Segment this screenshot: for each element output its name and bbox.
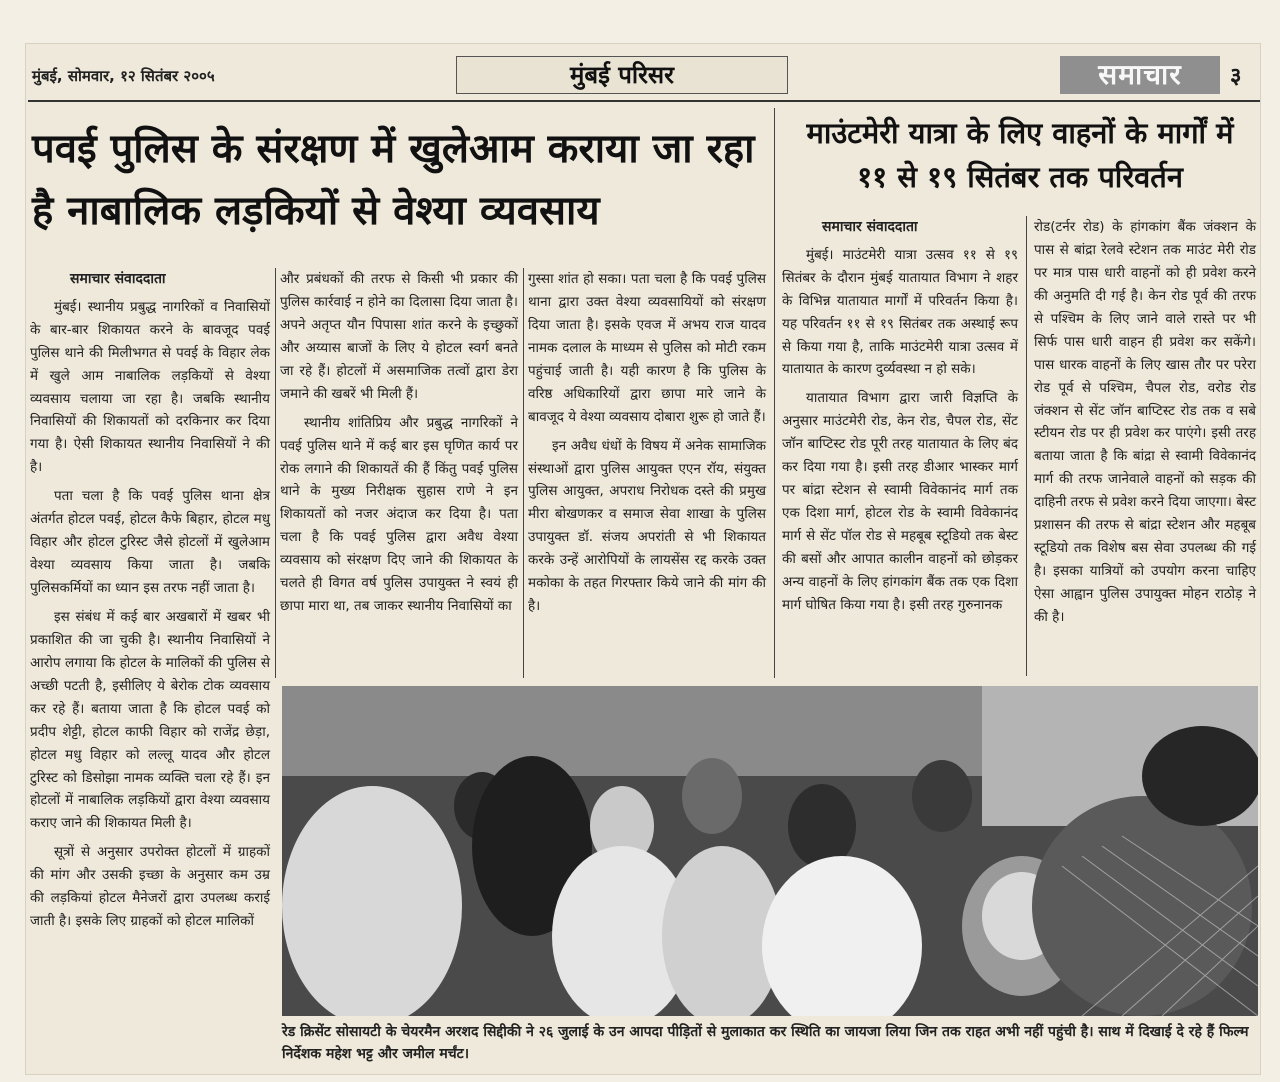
side-byline: समाचार संवाददाता: [822, 219, 918, 235]
paragraph: इस संबंध में कई बार अखबारों में खबर भी प्रकाशित की जा चुकी है। स्थानीय निवासियों ने आरोप लगाया कि होटल के मालिकों की पुलिस से अच्छी पटती है, इसीलिए ये बेरोक टोक व्यवसाय कर रहे हैं। बताया जाता है कि होटल पवई को प्रदीप शेट्टी, होटल काफी विहार को राजेंद्र छेड़ा, होटल मधु विहार को लल्लू यादव और होटल टुरिस्ट को डिसोझा नामक व्यक्ति चला रहे हैं। इन होटलों में नाबालिक लड़कियों द्वारा वेश्या व्यवसाय कराए जाने की शिकायत मिली है।: [30, 608, 270, 832]
column-divider: [275, 268, 276, 678]
column-divider: [774, 108, 775, 678]
paragraph: मुंबई। माउंटमेरी यात्रा उत्सव ११ से १९ सितंबर के दौरान मुंबई यातायात विभाग ने शहर के विभिन्न यातायात मार्गों में परिवर्तन किया है। यह परिवर्तन ११ से १९ सितंबर तक अस्थाई रूप से किया गया है, ताकि माउंटमेरी यात्रा उत्सव में यातायात के कारण दुर्व्यवस्था न हो सके।: [782, 246, 1018, 378]
paragraph: इन अवैध धंधों के विषय में अनेक सामाजिक संस्थाओं द्वारा पुलिस आयुक्त एएन रॉय, संयुक्त पुलिस आयुक्त, अपराध निरोधक दस्ते की प्रमुख मीरा बोखणकर व समाज सेवा शाखा के पुलिस उपायुक्त डॉ. संजय अपरांती से भी शिकायत करके उन्हें आरोपियों के लायसेंस रद्द करके उक्त मकोका के तहत गिरफ्तार किये जाने की मांग की है।: [528, 437, 766, 615]
main-story-column-3: [528, 268, 766, 678]
side-story-column-2: [1034, 216, 1256, 674]
date-line: मुंबई, सोमवार, १२ सितंबर २००५: [32, 67, 215, 85]
main-byline: समाचार संवाददाता: [70, 271, 166, 287]
main-story-column-1: [30, 268, 270, 1062]
masthead: [32, 56, 1258, 96]
paragraph: रोड(टर्नर रोड) के हांगकांग बैंक जंक्शन के पास से बांद्रा रेलवे स्टेशन तक माउंट मेरी रोड पर मात्र पास धारी वाहनों को ही प्रवेश करने की अनुमति दी गई है। केन रोड पूर्व की तरफ से पश्चिम के लिए जाने वाले रास्ते पर भी सिर्फ पास धारी वाहन ही प्रवेश कर सकेंगे। पास धारक वाहनों के लिए खास तौर पर परेरा रोड पूर्व से पश्चिम, चैपल रोड, वरोड रोड जंक्शन से सेंट जॉन बाप्टिस्ट रोड तक व सबे स्टीयन रोड पर ही प्रवेश कर पाएंगे। इसी तरह बताया जाता है कि बांद्रा से स्वामी विवेकानंद मार्ग की तरफ जानेवाले वाहनों को सड़क की दाहिनी तरफ से प्रवेश करने दिया जाएगा। बेस्ट प्रशासन की तरफ से बांद्रा स्टेशन और महबूब स्टूडियो तक विशेष बस सेवा उपलब्ध की गई है। इसका यात्रियों को उपयोग करना चाहिए ऐसा आह्वान पुलिस उपायुक्त मोहन राठोड़ ने की है।: [1034, 219, 1256, 625]
paragraph: सूत्रों से अनुसार उपरोक्त होटलों में ग्राहकों की मांग और उसकी इच्छा के अनुसार कम उम्र की लड़कियां होटल मैनेजरों द्वारा उपलब्ध कराई जाती है। इसके लिए ग्राहकों को होटल मालिकों: [30, 844, 270, 930]
paragraph: और प्रबंधकों की तरफ से किसी भी प्रकार की पुलिस कार्रवाई न होने का दिलासा दिया जाता है। अपने अतृप्त यौन पिपासा शांत करने के इच्छुकों और अय्यास बाजों के लिए ये होटल स्वर्ग बनते जा रहे हैं। होटलों में असमाजिक तत्वों द्वारा डेरा जमाने की खबरें भी मिली हैं।: [280, 271, 518, 402]
main-story-column-2: [280, 268, 518, 678]
side-headline: माउंटमेरी यात्रा के लिए वाहनों के मार्गों में ११ से १९ सितंबर तक परिवर्तन: [806, 116, 1234, 194]
paragraph: गुस्सा शांत हो सका। पता चला है कि पवई पुलिस थाना द्वारा उक्त वेश्या व्यवसायियों को संरक्षण दिया जाता है। इसके एवज में अभय राज यादव नामक दलाल के माध्यम से पुलिस को मोटी रकम पहुंचाई जाती है। यही कारण है कि पुलिस के वरिष्ठ अधिकारियों द्वारा छापा मारे जाने के बावजूद ये वेश्या व्यवसाय दोबारा शुरू हो जाते हैं।: [528, 271, 766, 425]
column-divider: [523, 268, 524, 678]
paragraph: यातायात विभाग द्वारा जारी विज्ञप्ति के अनुसार माउंटमेरी रोड, केन रोड, चैपल रोड, सेंट जॉन बाप्टिस्ट रोड पूरी तरह यातायात के लिए बंद कर दिया गया है। इसी तरह डीआर भास्कर मार्ग पर बांद्रा स्टेशन से स्वामी विवेकानंद मार्ग तक एक दिशा मार्ग, होटल रोड के स्वामी विवेकानंद मार्ग से सेंट पॉल रोड से महबूब स्टूडियो तक बेस्ट की बसों और आपात कालीन वाहनों को छोड़कर अन्य वाहनों के लिए हांगकांग बैंक तक एक दिशा मार्ग घोषित किया गया है। इसी तरह गुरुनानक: [782, 390, 1018, 613]
paragraph: मुंबई। स्थानीय प्रबुद्ध नागरिकों व निवासियों के बार-बार शिकायत करने के बावजूद पवई पुलिस थाने की मिलीभगत से पवई के विहार लेक में खुले आम नाबालिक लड़कियों से वेश्या व्यवसाय चलाया जा रहा है। जबकि स्थानीय निवासियों की शिकायतों को दरकिनार कर दिया गया है। ऐसी शिकायत स्थानीय निवासियों ने की है।: [30, 298, 270, 476]
main-headline: पवई पुलिस के संरक्षण में खुलेआम कराया जा रहा है नाबालिक लड़कियों से वेश्या व्यवसाय: [32, 126, 755, 234]
paragraph: पता चला है कि पवई पुलिस थाना क्षेत्र अंतर्गत होटल पवई, होटल कैफे बिहार, होटल मधु विहार और होटल टुरिस्ट जैसे होटलों में खुलेआम वेश्या व्यवसाय किया जाता है। जबकि पुलिसकर्मियों का ध्यान इस तरफ नहीं जाता है।: [30, 488, 270, 597]
paragraph: स्थानीय शांतिप्रिय और प्रबुद्ध नागरिकों ने पवई पुलिस थाने में कई बार इस घृणित कार्य पर रोक लगाने की शिकायतें की हैं किंतु पवई पुलिस थाने के मुख्य निरीक्षक सुहास राणे ने इन शिकायतों को नजर अंदाज कर दिया है। पता चला है कि पवई पुलिस द्वारा अवैध वेश्या व्यवसाय को संरक्षण दिए जाने की शिकायत के चलते ही विगत वर्ष पुलिस उपायुक्त ने स्वयं ही छापा मारा था, तब जाकर स्थानीय निवासियों का: [280, 414, 518, 615]
section-title: मुंबई परिसर: [456, 56, 788, 94]
masthead-rule: [28, 100, 1260, 102]
photo-crowd-illustration: [282, 686, 1258, 1016]
page-number: ३: [1230, 64, 1242, 89]
side-story-column-1: [782, 216, 1018, 674]
column-divider: [1026, 216, 1027, 676]
newspaper-logo: समाचार: [1060, 56, 1220, 94]
photo-caption: रेड क्रिसेंट सोसायटी के चेयरमैन अरशद सिद्दीकी ने २६ जुलाई के उन आपदा पीड़ितों से मुलाकात कर स्थिति का जायजा लिया जिन तक राहत अभी नहीं पहुंची है। साथ में दिखाई दे रहे हैं फिल्म निर्देशक महेश भट्ट और जमील मर्चंट।: [282, 1024, 1249, 1062]
news-photo: [282, 686, 1258, 1016]
